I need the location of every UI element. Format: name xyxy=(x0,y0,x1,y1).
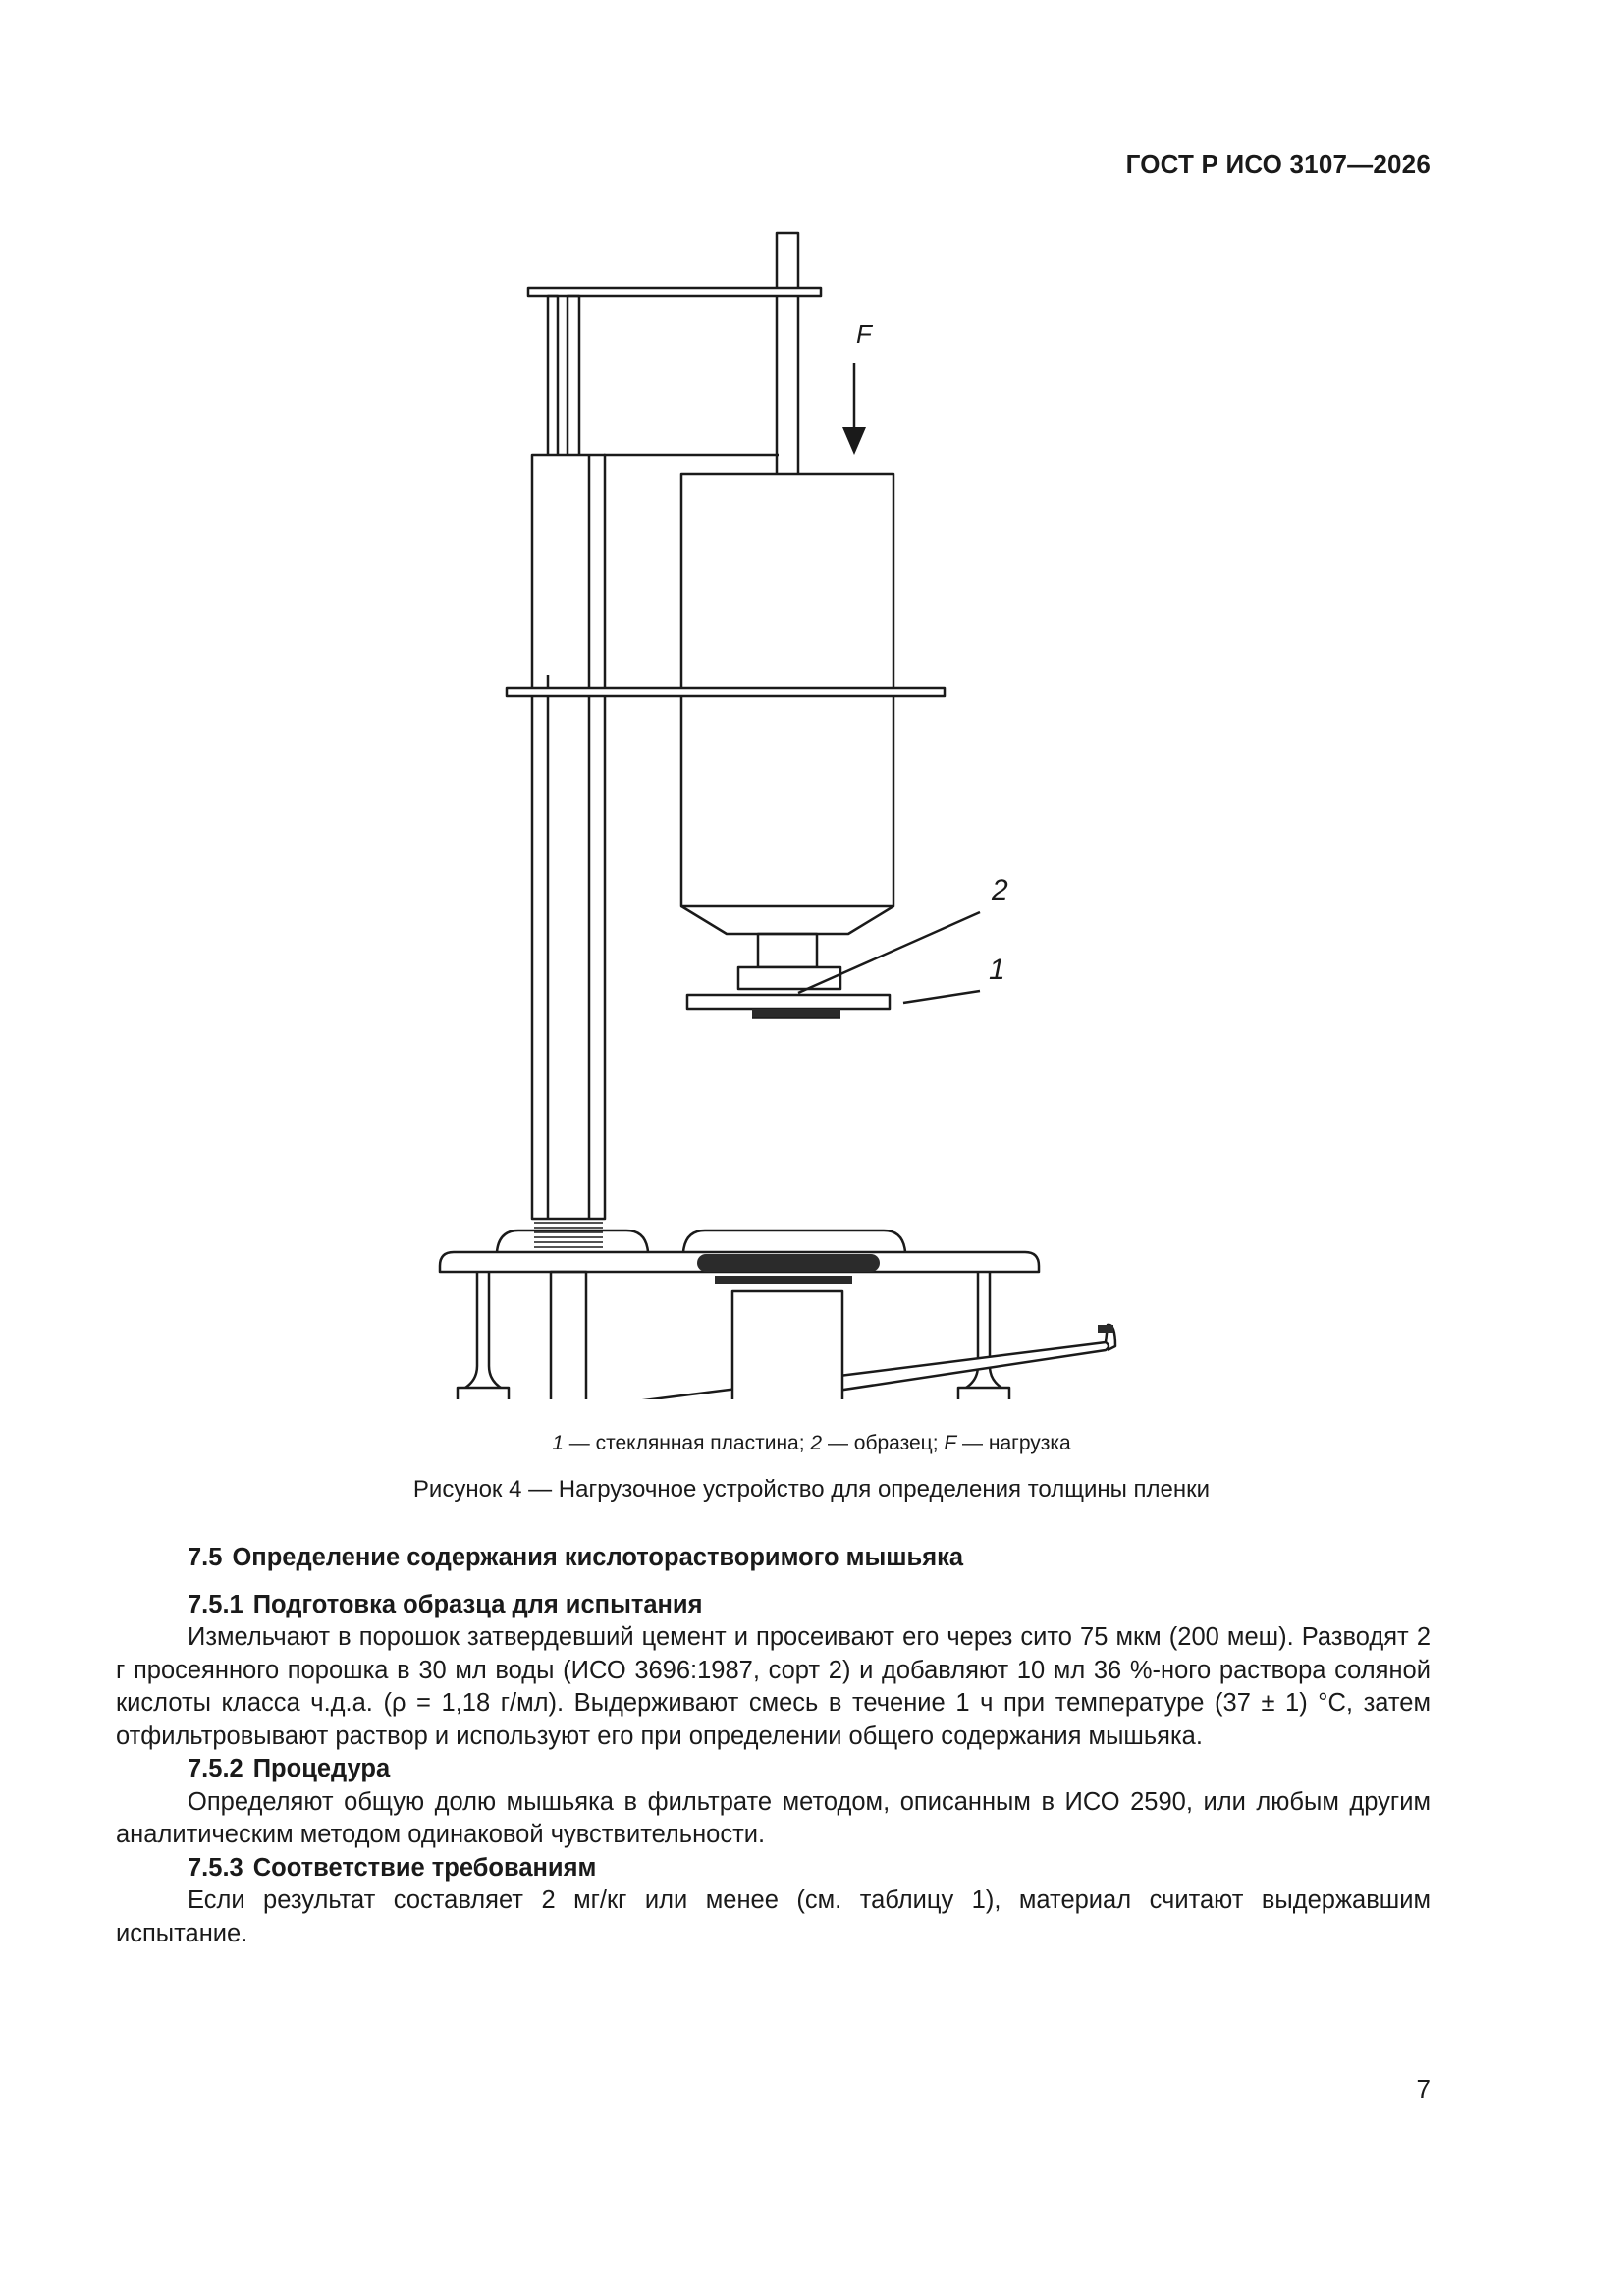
section-title: Процедура xyxy=(252,1755,391,1782)
section-number: 7.5.3 xyxy=(188,1853,243,1882)
legend-text: — образец; xyxy=(822,1432,945,1454)
loading-device-drawing xyxy=(393,221,1178,1399)
section-heading-7-5-2 xyxy=(116,1753,1431,1786)
legend-key: F xyxy=(944,1432,957,1454)
document-header: ГОСТ Р ИСО 3107—2026 xyxy=(1125,149,1431,179)
section-title: Соответствие требованиям xyxy=(252,1853,597,1882)
section-title: Подготовка образца для испытания xyxy=(252,1590,703,1618)
figure-caption: Рисунок 4 — Нагрузочное устройство для определения толщины пленки xyxy=(412,1476,1211,1503)
section-number: 7.5 xyxy=(188,1544,223,1571)
legend-key: 1 xyxy=(552,1432,564,1454)
figure-legend xyxy=(0,1432,1623,1455)
legend-text: — стеклянная пластина; xyxy=(563,1432,811,1454)
figure-loading-device xyxy=(393,221,1178,1399)
section-heading-7-5-3 xyxy=(116,1852,1431,1886)
force-label: F xyxy=(856,319,872,349)
callout-label-2: 2 xyxy=(992,874,1008,906)
paragraph-7-5-1: Измельчают в порошок затвердевший цемент и просеивают его через сито 75 мкм (200 меш). Разводят 2 г просеянного порошка в 30 мл воды (ИСО 3696:1987, сорт 2) и добавляют 10 мл 36 %-ного раствора соляной кислоты класса ч.д.а. (ρ = 1,18 г/мл). Выдерживают смесь в течение 1 ч при температуре (37 ± 1) °C, затем отфильтровывают раствор и используют его при определении общего содержания мышьяка. xyxy=(116,1623,1431,1750)
section-number: 7.5.1 xyxy=(188,1590,243,1618)
callout-label-1: 1 xyxy=(989,954,1005,986)
section-title: Определение содержания кислоторастворимого мышьяка xyxy=(232,1544,964,1571)
section-heading-7-5-1 xyxy=(116,1589,1431,1622)
paragraph-7-5-2: Определяют общую долю мышьяка в фильтрате методом, описанным в ИСО 2590, или любым другим аналитическим методом одинаковой чувствительности. xyxy=(116,1787,1431,1848)
section-number: 7.5.2 xyxy=(188,1755,243,1782)
paragraph-7-5-3: Если результат составляет 2 мг/кг или менее (см. таблицу 1), материал считают выдержавшим испытание. xyxy=(116,1886,1431,1947)
document-body xyxy=(116,1542,1431,1950)
section-heading-7-5 xyxy=(116,1542,1431,1575)
legend-text: — нагрузка xyxy=(956,1432,1071,1454)
legend-key: 2 xyxy=(810,1432,823,1454)
page-number: 7 xyxy=(1416,2074,1431,2104)
